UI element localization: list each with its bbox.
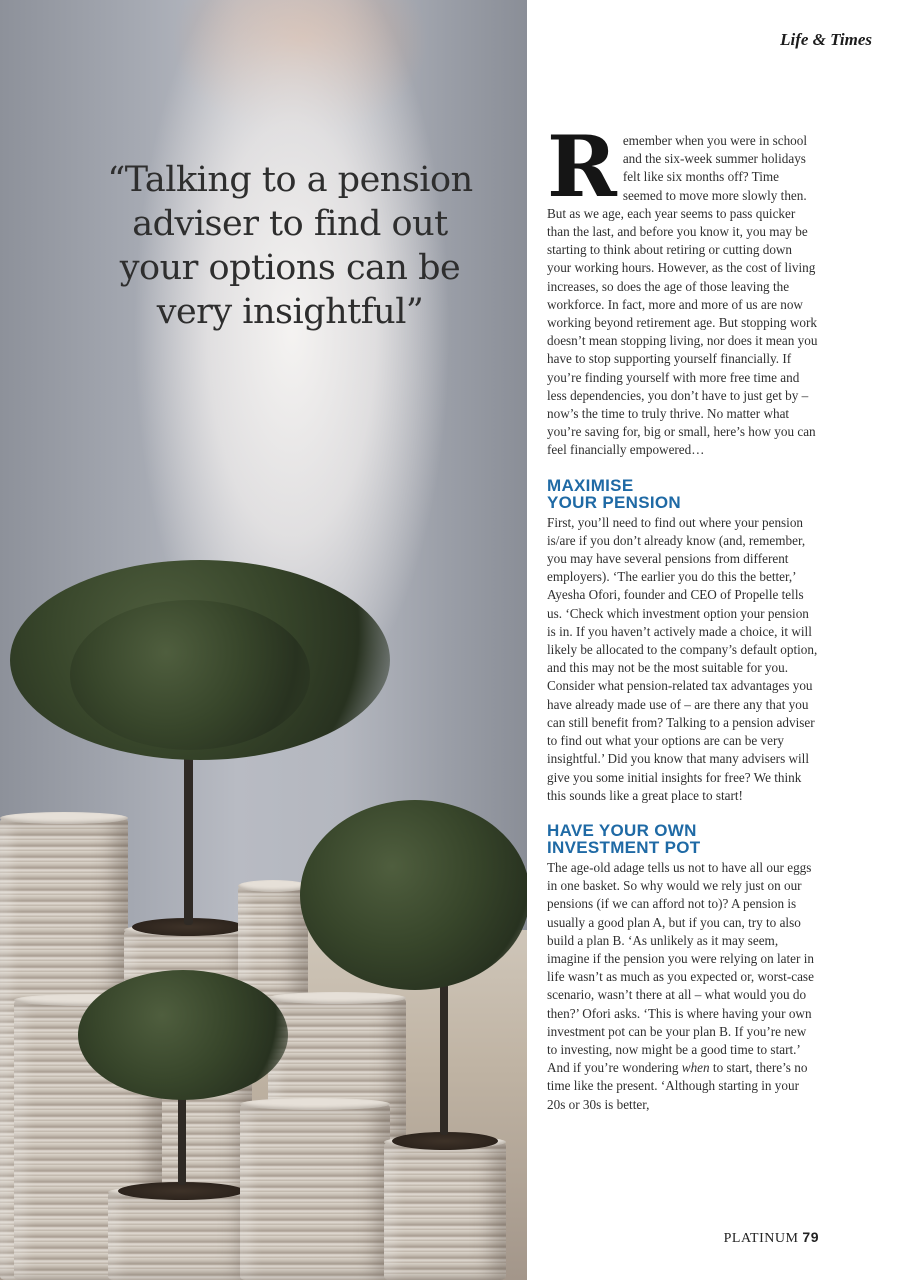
heading-investment-pot xyxy=(547,822,819,856)
article-body xyxy=(547,117,819,1114)
intro-paragraph xyxy=(547,117,819,460)
section-label: Life & Times xyxy=(780,30,872,49)
page-number: 79 xyxy=(802,1229,819,1245)
heading-line: MAXIMISE xyxy=(547,475,634,495)
section-paragraph: First, you’ll need to find out where your pension is/are if you don’t already know (and, remember, you may have several pensions from different employers). ‘The earlier you do this the better,’ Ayesha Ofori, founder and CEO of Propelle tells us. ‘Check which investment option your pension is in. If you haven’t actively made a choice, it will likely be allocated to the company’s default option, and this may not be the most suitable for you. Consider what pension-related tax advantages you have already made use of – are there any that you can still benefit from? Talking to a pension adviser to find out what your options are can be very insightful.’ Did you know that many advisers will give you some initial insights for free? We think this sounds like a great place to start! xyxy=(547,514,818,803)
pull-quote xyxy=(100,158,480,334)
tree-canopy xyxy=(300,800,527,990)
paragraph-text: to start, there’s no time like the present. ‘Although starting in your 20s or 30s is better, xyxy=(547,1060,808,1112)
tree-canopy xyxy=(78,970,288,1100)
coin-stack xyxy=(240,1104,390,1280)
coin-stack xyxy=(108,1192,254,1280)
paragraph-text: The age-old adage tells us not to have all our eggs in one basket. So why would we rely just on our pensions (if we can afford not to)? A pension is usually a good plan A, but if you can, try to also build a plan B. ‘As unlikely as it may seem, imagine if the pension you were relying on later in life wasn’t as much as you expected or, worst-case scenario, wasn’t there at all – what would you do then?’ Ofori asks. ‘This is where having your own investment pot can be your plan B. If you’re new to investing, now might be a good time to start.’ And if you’re wondering xyxy=(547,859,814,1076)
pull-quote-line: “Talking to a pension xyxy=(107,160,473,200)
pull-quote-line: your options can be xyxy=(119,248,461,288)
coin-stack xyxy=(384,1142,506,1280)
section-paragraph xyxy=(547,859,819,1114)
emphasis-text: when xyxy=(681,1060,710,1076)
page-folio xyxy=(724,1229,819,1247)
tree-canopy xyxy=(70,600,310,750)
pull-quote-line: adviser to find out xyxy=(132,204,448,244)
heading-line: YOUR PENSION xyxy=(547,492,681,512)
drop-cap: R xyxy=(547,117,617,216)
heading-line: INVESTMENT POT xyxy=(547,837,701,857)
heading-maximise-pension xyxy=(547,477,819,511)
magazine-name: PLATINUM xyxy=(723,1231,799,1246)
intro-text: emember when you were in school and the six-week summer holidays felt like six months off? Time seemed to move more slowly then. But as we age, each year seems to pass quicker than the last, and before you know it, you may be starting to think about retiring or cutting down your working hours. However, as the cost of living increases, so does the age of those leaving the workforce. In fact, more and more of us are now working beyond retirement age. But stopping work doesn’t mean stopping living, nor does it mean you have to stop supporting yourself financially. If you’re finding yourself with more free time and less dependencies, you don’t have to just get by – now’s the time to truly thrive. No matter what you’re saving for, big or small, here’s how you can feel financially empowered… xyxy=(547,133,818,458)
heading-line: HAVE YOUR OWN xyxy=(547,820,697,840)
pull-quote-line: very insightful” xyxy=(156,292,424,332)
